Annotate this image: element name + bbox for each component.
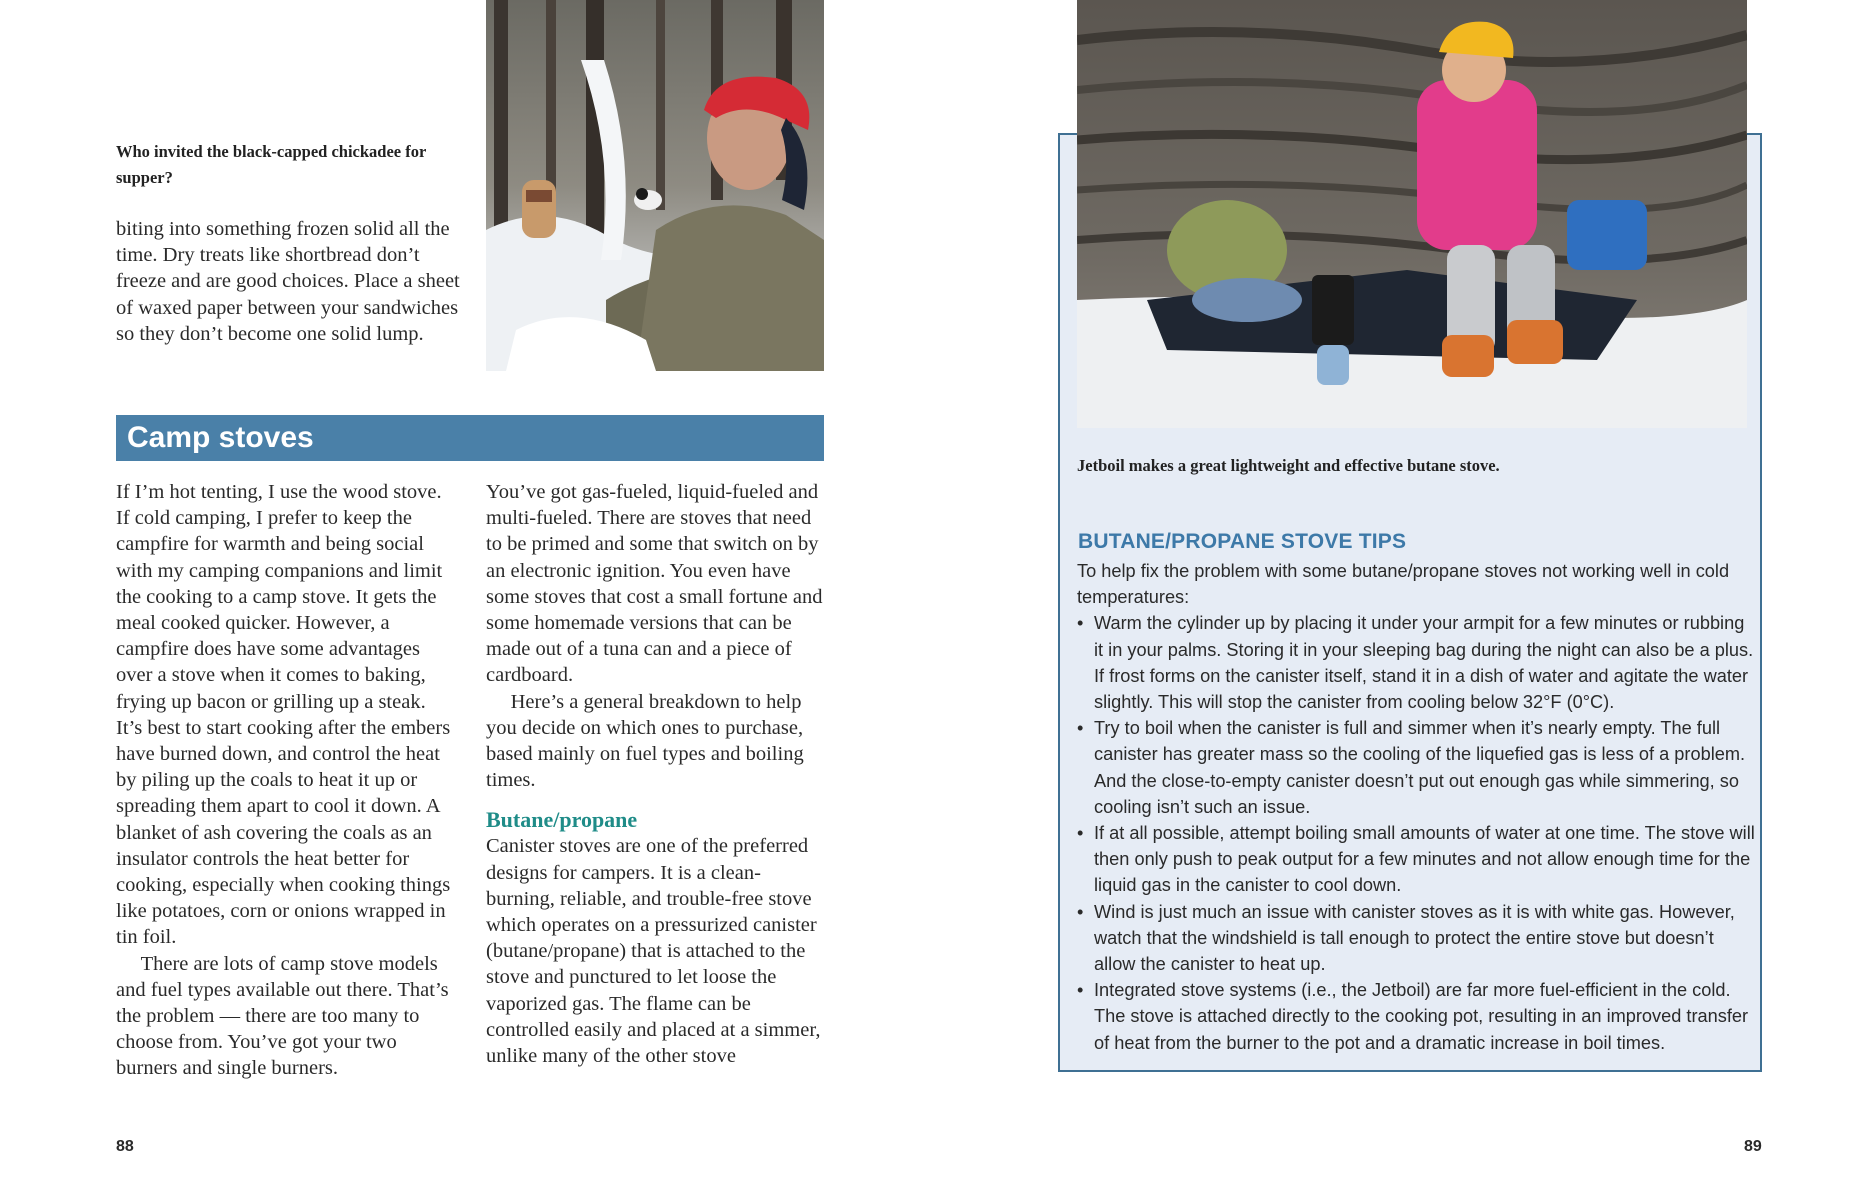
- tips-intro: To help fix the problem with some butane/propane stoves not working well in cold temperatures:: [1077, 561, 1730, 608]
- tip-item: [1077, 715, 1757, 820]
- body-paragraph: Canister stoves are one of the preferred designs for campers. It is a clean-burning, reliable, and trouble-free stove which operates on a pressurized canister (butane/propane) that is attached to the stove and punctured to let loose the vaporized gas. The flame can be controlled easily and placed at a simmer, unlike many of the other stove: [486, 835, 821, 1068]
- page-number-left: 88: [116, 1138, 134, 1155]
- man-with-chickadee-photo: [486, 0, 824, 371]
- tip-text: Wind is just much an issue with canister stoves as it is with white gas. However, watch that the windshield is tall enough to protect the entire stove but doesn’t allow the canister to heat up.: [1094, 901, 1735, 975]
- body-paragraph: You’ve got gas-fueled, liquid-fueled and multi-fueled. There are stoves that need to be primed and some that switch on by an electronic ignition. You even have some stoves that cost a small fortune and some homemade versions that can be made out of a tuna can and a piece of cardboard.: [486, 481, 823, 687]
- page-number-right: 89: [1744, 1138, 1762, 1155]
- bullet-icon: •: [1077, 718, 1084, 739]
- intro-paragraph: biting into something frozen solid all the time. Dry treats like shortbread don’t freeze and are good choices. Place a sheet of waxed paper between your sandwiches so they don’t become one solid lump.: [116, 218, 460, 345]
- body-paragraph: If I’m hot tenting, I use the wood stove. If cold camping, I prefer to keep the campfire for warmth and being social with my camping companions and limit the cooking to a camp stove. It gets the meal cooked quicker. However, a campfire does have some advantages over a stove when it comes to baking, frying up bacon or grilling up a steak. It’s best to start cooking after the embers have burned down, and control the heat by piling up the coals to heat it up or spreading them apart to cool it down. A blanket of ash covering the coals as an insulator controls the heat better for cooking, especially when cooking things like potatoes, corn or onions wrapped in tin foil.: [116, 481, 451, 949]
- bullet-icon: •: [1077, 901, 1084, 922]
- tip-text: Warm the cylinder up by placing it under your armpit for a few minutes or rubbing it in your palms. Storing it in your sleeping bag during the night can also be a plus. If frost forms on the canister itself, stand it in a dish of water and agitate the water slightly. This will stop the canister from cooling below 32°F (0°C).: [1094, 613, 1754, 713]
- tip-item: [1077, 820, 1757, 899]
- body-paragraph: There are lots of camp stove models and fuel types available out there. That’s the problem — there are too many to choose from. You’ve got your two burners and single burners.: [116, 952, 449, 1080]
- bullet-icon: •: [1077, 613, 1084, 634]
- tip-item: [1077, 899, 1757, 978]
- section-title: Camp stoves: [127, 421, 314, 454]
- body-column-2: [486, 479, 826, 1069]
- bullet-icon: •: [1077, 980, 1084, 1001]
- tips-body: [1077, 558, 1757, 1056]
- photo-caption-chickadee: Who invited the black-capped chickadee for supper?: [116, 142, 426, 187]
- tip-item: [1077, 610, 1757, 715]
- tip-text: Try to boil when the canister is full and simmer when it’s nearly empty. The full canister has greater mass so the cooling of the liquefied gas is less of a problem. And the close-to-empty canister doesn’t put out enough gas while simmering, so cooling isn’t such an issue.: [1094, 718, 1746, 817]
- body-column-1: [116, 479, 453, 1082]
- section-banner-camp-stoves: [116, 415, 824, 461]
- tip-text: Integrated stove systems (i.e., the Jetboil) are far more fuel-efficient in the cold. The stove is attached directly to the cooking pot, resulting in an improved transfer of heat from the burner to the pot and a dramatic increase in boil times.: [1094, 980, 1749, 1053]
- tips-list: [1077, 610, 1757, 1055]
- tips-title: BUTANE/PROPANE STOVE TIPS: [1078, 530, 1407, 553]
- body-paragraph: Here’s a general breakdown to help you decide on which ones to purchase, based mainly on fuel types and boiling times.: [486, 690, 804, 792]
- tip-text: If at all possible, attempt boiling small amounts of water at one time. The stove will then only push to peak output for a few minutes and not allow enough time for the liquid gas in the canister to cool down.: [1094, 823, 1755, 896]
- subhead-butane-propane: Butane/propane: [486, 807, 638, 833]
- climber-jetboil-photo: [1077, 0, 1747, 428]
- photo-caption-jetboil: Jetboil makes a great lightweight and effective butane stove.: [1077, 456, 1500, 475]
- tip-item: [1077, 977, 1757, 1056]
- bullet-icon: •: [1077, 823, 1084, 844]
